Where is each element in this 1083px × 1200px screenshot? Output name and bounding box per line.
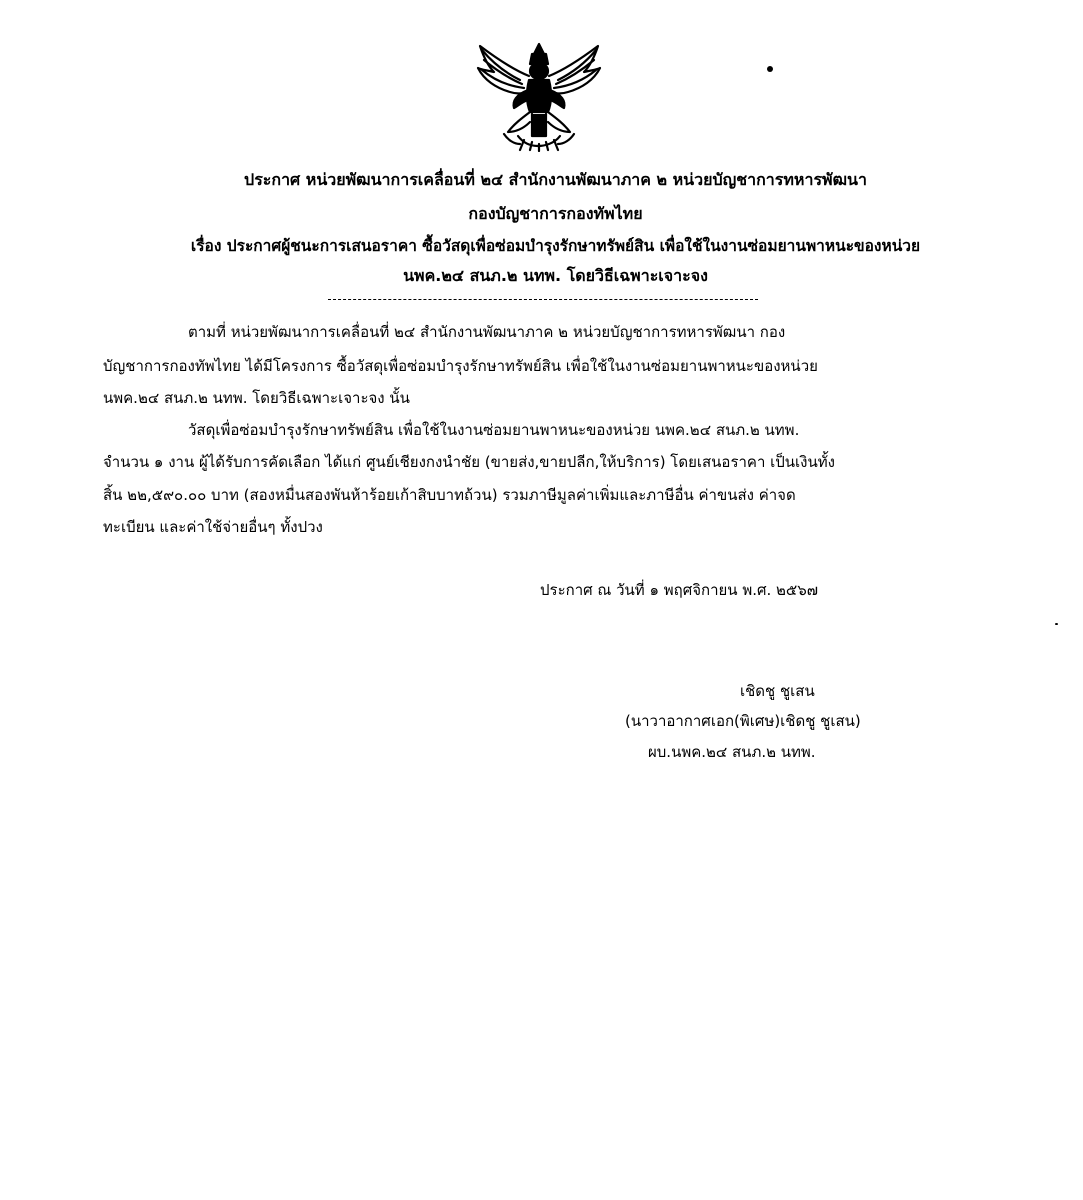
signature-name: เชิดชู ชูเสน	[740, 682, 815, 700]
body-paragraph-1-line-2: บัญชาการกองทัพไทย ได้มีโครงการ ซื้อวัสดุเพื่อซ่อมบำรุงรักษาทรัพย์สิน เพื่อใช้ในงานซ่อมยานพาหนะของหน่วย	[103, 357, 818, 375]
header-divider	[328, 299, 758, 300]
signature-rank-name: (นาวาอากาศเอก(พิเศษ)เชิดชู ชูเสน)	[625, 712, 861, 730]
announcement-subject-line-1: เรื่อง ประกาศผู้ชนะการเสนอราคา ซื้อวัสดุเพื่อซ่อมบำรุงรักษาทรัพย์สิน เพื่อใช้ในงานซ่อมยานพาหนะของหน่วย	[190, 237, 921, 255]
body-paragraph-2-line-1: วัสดุเพื่อซ่อมบำรุงรักษาทรัพย์สิน เพื่อใช้ในงานซ่อมยานพาหนะของหน่วย นพค.๒๔ สนภ.๒ นทพ.	[188, 421, 800, 439]
body-paragraph-2-line-3: สิ้น ๒๒,๕๙๐.๐๐ บาท (สองหมื่นสองพันห้าร้อยเก้าสิบบาทถ้วน) รวมภาษีมูลค่าเพิ่มและภาษีอื่น ค่าขนส่ง ค่าจด	[103, 486, 796, 504]
announcement-date: ประกาศ ณ วันที่ ๑ พฤศจิกายน พ.ศ. ๒๕๖๗	[540, 581, 819, 599]
body-paragraph-1-line-3: นพค.๒๔ สนภ.๒ นทพ. โดยวิธีเฉพาะเจาะจง นั้น	[103, 389, 410, 407]
garuda-emblem-icon	[474, 40, 604, 152]
announcement-header-line-2: กองบัญชาการกองทัพไทย	[468, 204, 643, 223]
body-paragraph-2-line-2: จำนวน ๑ งาน ผู้ได้รับการคัดเลือก ได้แก่ ศูนย์เชียงกงนำชัย (ขายส่ง,ขายปลีก,ให้บริการ) โดยเสนอราคา เป็นเงินทั้ง	[103, 453, 835, 471]
announcement-subject-line-2: นพค.๒๔ สนภ.๒ นทพ. โดยวิธีเฉพาะเจาะจง	[403, 266, 708, 285]
ink-speck	[767, 66, 773, 72]
body-paragraph-2-line-4: ทะเบียน และค่าใช้จ่ายอื่นๆ ทั้งปวง	[103, 518, 323, 536]
announcement-header-line-1: ประกาศ หน่วยพัฒนาการเคลื่อนที่ ๒๔ สำนักงานพัฒนาภาค ๒ หน่วยบัญชาการทหารพัฒนา	[244, 170, 867, 189]
signature-position: ผบ.นพค.๒๔ สนภ.๒ นทพ.	[648, 743, 816, 761]
body-paragraph-1-line-1: ตามที่ หน่วยพัฒนาการเคลื่อนที่ ๒๔ สำนักงานพัฒนาภาค ๒ หน่วยบัญชาการทหารพัฒนา กอง	[188, 323, 786, 341]
ink-speck	[1055, 623, 1058, 625]
